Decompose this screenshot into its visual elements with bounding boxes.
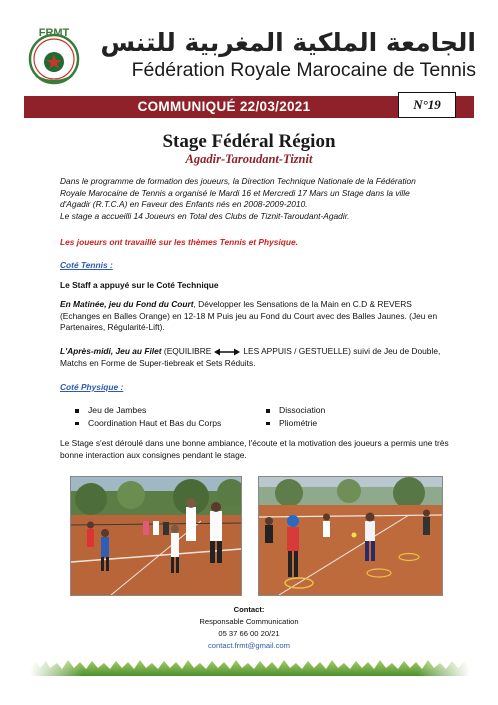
arabic-federation-title: الجامعة الملكية المغربية للتنس bbox=[100, 28, 476, 57]
contact-phone: 05 37 66 00 20/21 bbox=[218, 629, 280, 638]
afternoon-text-b: LES APPUIS / GESTUELLE) suivi de Jeu de Double, Matchs en Forme de Super-tiebreak et Sets Réduits. bbox=[60, 346, 441, 368]
frmt-logo-icon bbox=[22, 24, 86, 88]
matinee-text: , Développer les Sensations de la Main en C.D & REVERS (Echanges en Balles Orange) en 12-18 M Puis jeu au Fond du Court avec des Balles Jaunes. (Jeu en Partenaires, Régularité-Lift). bbox=[60, 299, 438, 333]
svg-text:FRMT: FRMT bbox=[38, 27, 70, 39]
closing-paragraph: Le Stage s'est déroulé dans une bonne ambiance, l'écoute et la motivation des joueurs a permis une très bonne interaction aux consignes pendant le stage. bbox=[60, 438, 449, 460]
page-subtitle: Agadir-Taroudant-Tiznit bbox=[185, 152, 313, 166]
list-item: Coordination Haut et Bas du Corps bbox=[74, 417, 221, 430]
matinee-lead: En Matinée, jeu du Fond du Court bbox=[60, 299, 194, 309]
contact-role: Responsable Communication bbox=[199, 617, 299, 626]
intro-line: Royale Marocaine de Tennis a organisé le Mardi 16 et Mercredi 17 Mars un Stage dans la ville bbox=[60, 187, 410, 198]
intro-line: d'Agadir (R.T.C.A) en Faveur des Enfants nés en 2008-2009-2010. bbox=[60, 199, 308, 210]
double-arrow-icon bbox=[214, 348, 240, 356]
afternoon-paragraph bbox=[60, 346, 450, 369]
afternoon-lead: L'Après-midi, Jeu au Filet bbox=[60, 346, 162, 356]
physique-list-right bbox=[265, 404, 325, 429]
themes-statement: Les joueurs ont travaillé sur les thèmes Tennis et Physique. bbox=[60, 237, 298, 247]
list-item: Pliométrie bbox=[265, 417, 325, 430]
contact-title: Contact: bbox=[233, 605, 265, 614]
communique-date: COMMUNIQUÉ 22/03/2021 bbox=[137, 99, 311, 114]
staff-statement: Le Staff a appuyé sur le Coté Technique bbox=[60, 280, 219, 290]
training-photo-physical bbox=[258, 476, 443, 596]
list-item: Jeu de Jambes bbox=[74, 404, 221, 417]
intro-line: Le stage a accueilli 14 Joueurs en Total des Clubs de Tiznit-Taroudant-Agadir. bbox=[60, 210, 350, 221]
communique-number: N°19 bbox=[398, 92, 456, 118]
contact-email-link[interactable]: contact.frmt@gmail.com bbox=[208, 641, 290, 650]
physique-heading: Coté Physique : bbox=[60, 382, 124, 392]
training-photo-morning bbox=[70, 476, 242, 596]
intro-line: Dans le programme de formation des joueurs, la Direction Technique Nationale de la Fédération bbox=[60, 176, 416, 186]
list-item: Dissociation bbox=[265, 404, 325, 417]
federation-name: Fédération Royale Marocaine de Tennis bbox=[131, 59, 476, 81]
page-title: Stage Fédéral Région bbox=[162, 131, 336, 152]
grass-border-decoration bbox=[30, 660, 470, 676]
tennis-heading: Coté Tennis : bbox=[60, 260, 113, 270]
intro-paragraph bbox=[60, 176, 450, 222]
afternoon-text-a: (EQUILIBRE bbox=[161, 346, 212, 356]
matinee-paragraph bbox=[60, 299, 450, 334]
physique-list-left bbox=[74, 404, 221, 429]
